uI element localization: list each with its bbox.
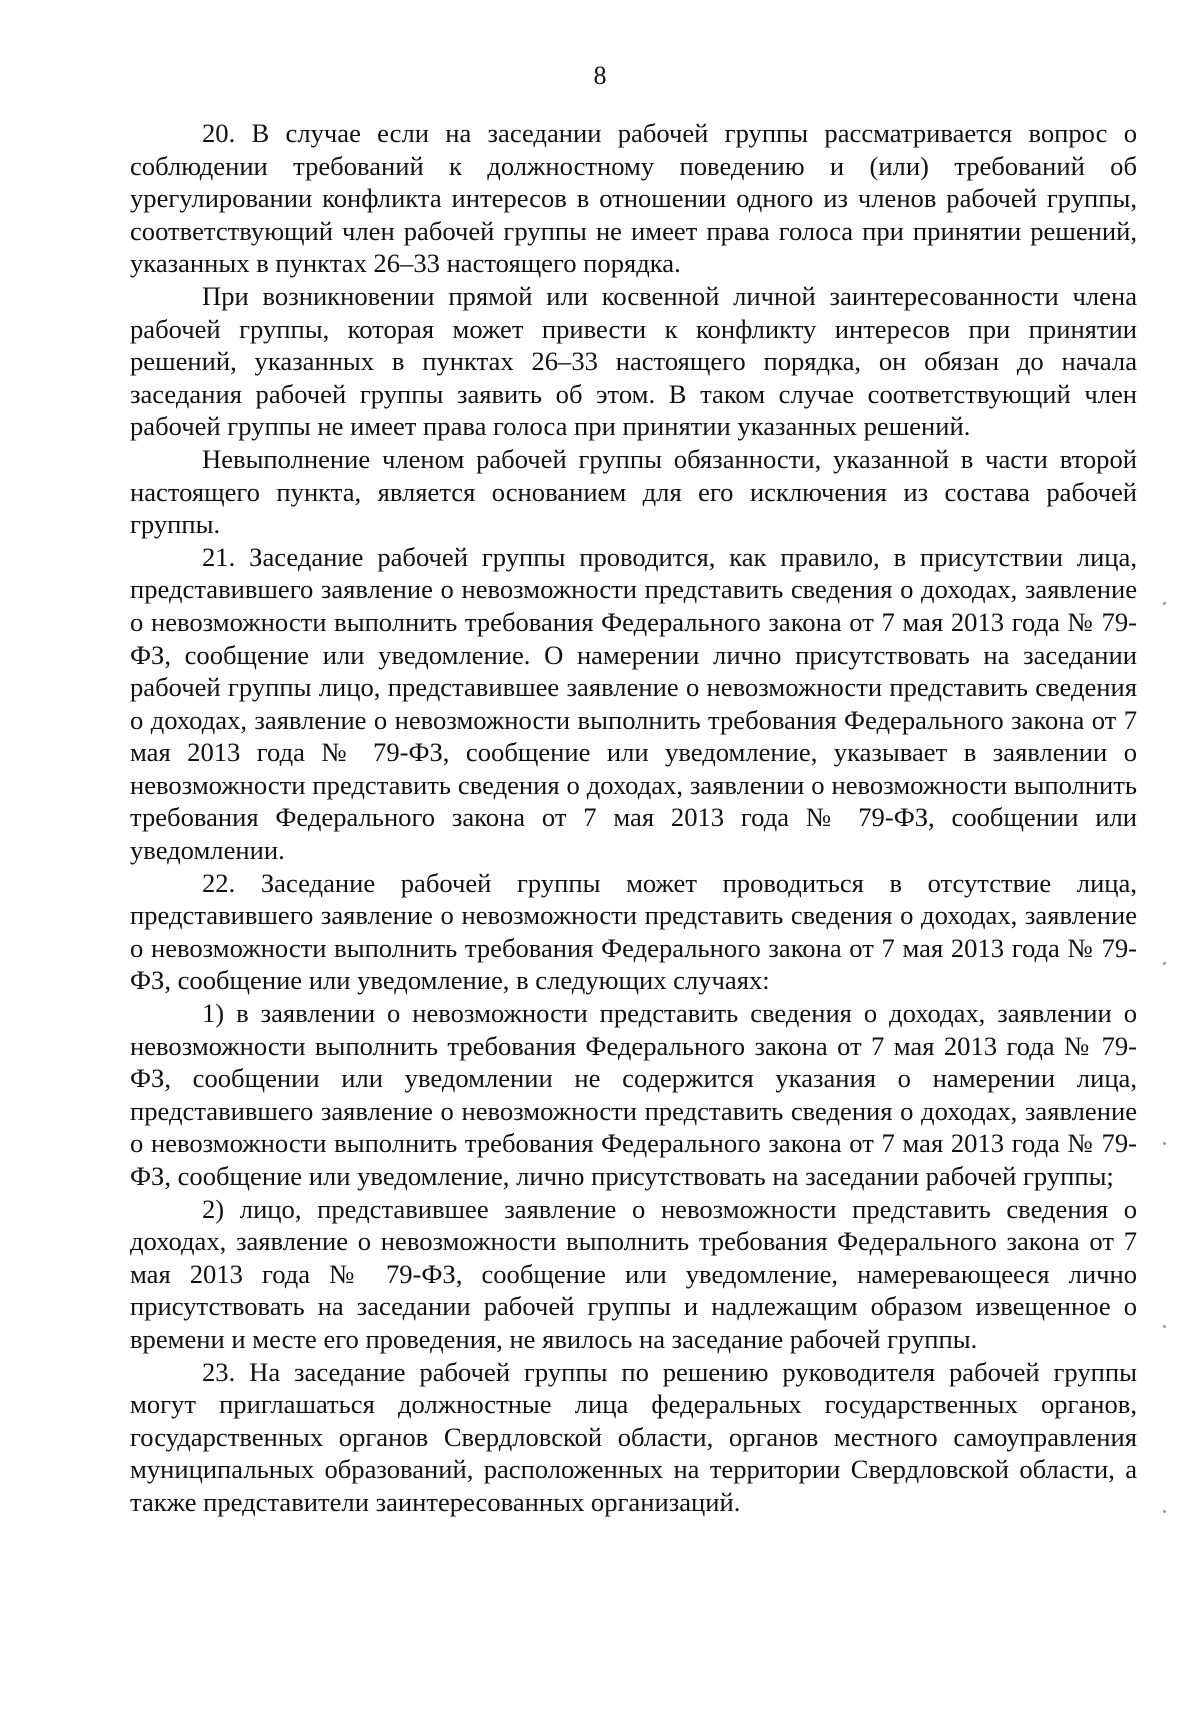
paragraph-21: 21. Заседание рабочей группы проводится, как правило, в присутствии лица, представившего заявление о невозможности представить сведения о доходах, заявление о невозможности выполнить требования Федерального закона от 7 мая 2013 года № 79-ФЗ, сообщение или уведомление. О намерении лично присутствовать на заседании рабочей группы лицо, представившее заявление о невозможности представить сведения о доходах, заявление о невозможности выполнить требования Федерального закона от 7 мая 2013 года № 79-ФЗ, сообщение или уведомление, указывает в заявлении о невозможности представить сведения о доходах, заявлении о невозможности выполнить требования Федерального закона от 7 мая 2013 года № 79-ФЗ, сообщении или уведомлении. xyxy=(130,541,1137,866)
scan-speck xyxy=(1163,1510,1166,1513)
paragraph-22-item-2: 2) лицо, представившее заявление о невозможности представить сведения о доходах, заявление о невозможности выполнить требования Федерального закона от 7 мая 2013 года № 79-ФЗ, сообщение или уведомление, намеревающееся лично присутствовать на заседании рабочей группы и надлежащим образом извещенное о времени и месте его проведения, не явилось на заседание рабочей группы. xyxy=(130,1193,1137,1354)
scan-speck xyxy=(1163,602,1166,605)
paragraph-23: 23. На заседание рабочей группы по решению руководителя рабочей группы могут приглашаться должностные лица федеральных государственных органов, государственных органов Свердловской области, органов местного самоуправления муниципальных образований, расположенных на территории Свердловской области, а также представители заинтересованных организаций. xyxy=(130,1356,1137,1517)
paragraph-20: 20. В случае если на заседании рабочей группы рассматривается вопрос о соблюдении требований к должностному поведению и (или) требований об урегулировании конфликта интересов в отношении одного из членов рабочей группы, соответствующий член рабочей группы не имеет права голоса при принятии решений, указанных в пунктах 26–33 настоящего порядка. xyxy=(130,118,1137,279)
scan-speck xyxy=(1163,962,1166,965)
document-body xyxy=(130,117,1137,1519)
paragraph-22-item-1: 1) в заявлении о невозможности представить сведения о доходах, заявлении о невозможности выполнить требования Федерального закона от 7 мая 2013 года № 79-ФЗ, сообщении или уведомлении не содержится указания о намерении лица, представившего заявление о невозможности представить сведения о доходах, заявление о невозможности выполнить требования Федерального закона от 7 мая 2013 года № 79-ФЗ, сообщение или уведомление, лично присутствовать на заседании рабочей группы; xyxy=(130,998,1137,1191)
scan-speck xyxy=(1163,1142,1166,1145)
paragraph-20-part-2: При возникновении прямой или косвенной личной заинтересованности члена рабочей группы, которая может привести к конфликту интересов при принятии решений, указанных в пунктах 26–33 настоящего порядка, он обязан до начала заседания рабочей группы заявить об этом. В таком случае соответствующий член рабочей группы не имеет права голоса при принятии указанных решений. xyxy=(130,280,1137,442)
scan-speck xyxy=(1163,1325,1166,1328)
paragraph-20-part-3: Невыполнение членом рабочей группы обязанности, указанной в части второй настоящего пункта, является основанием для его исключения из состава рабочей группы. xyxy=(130,443,1137,540)
page-number: 8 xyxy=(593,61,607,90)
paragraph-22: 22. Заседание рабочей группы может проводиться в отсутствие лица, представившего заявление о невозможности представить сведения о доходах, заявление о невозможности выполнить требования Федерального закона от 7 мая 2013 года № 79-ФЗ, сообщение или уведомление, в следующих случаях: xyxy=(130,867,1137,996)
